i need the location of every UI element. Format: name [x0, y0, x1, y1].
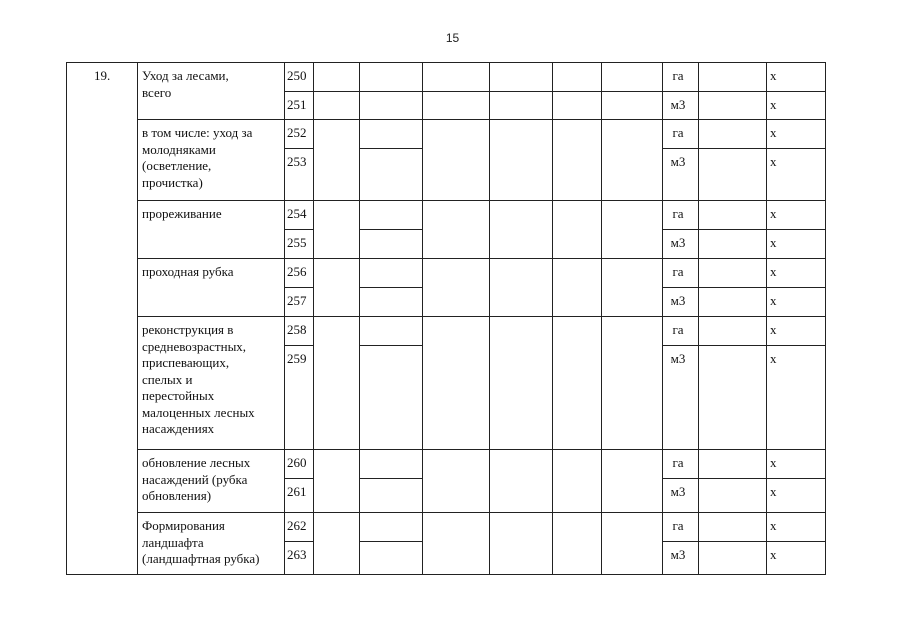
- row-mark: х: [770, 264, 777, 279]
- row-unit: га: [672, 206, 684, 221]
- row-label-renewal: обновление лесных насаждений (рубка обновления): [142, 455, 251, 503]
- row-code: 250: [287, 68, 307, 83]
- page-number: 15: [445, 31, 460, 45]
- row-code: 263: [287, 547, 307, 562]
- row-code: 262: [287, 518, 307, 533]
- row-mark: х: [770, 322, 777, 337]
- row-code: 257: [287, 293, 307, 308]
- row-code: 254: [287, 206, 307, 221]
- row-mark: х: [770, 484, 777, 499]
- row-mark: х: [770, 518, 777, 533]
- row-code: 255: [287, 235, 307, 250]
- row-mark: х: [770, 455, 777, 470]
- row-mark: х: [770, 235, 777, 250]
- row-label-passing-cutting: проходная рубка: [142, 264, 234, 279]
- row-unit: га: [672, 125, 684, 140]
- row-mark: х: [770, 547, 777, 562]
- row-label-landscape: Формирования ландшафта (ландшафтная рубка): [142, 518, 260, 566]
- row-code: 256: [287, 264, 307, 279]
- row-unit: м3: [670, 154, 686, 169]
- row-unit: га: [672, 455, 684, 470]
- row-unit: м3: [670, 484, 686, 499]
- row-unit: м3: [670, 235, 686, 250]
- row-unit: м3: [670, 351, 686, 366]
- row-mark: х: [770, 293, 777, 308]
- row-code: 253: [287, 154, 307, 169]
- row-unit: га: [672, 264, 684, 279]
- row-unit: га: [672, 322, 684, 337]
- row-unit: м3: [670, 547, 686, 562]
- section-number: 19.: [94, 68, 111, 83]
- row-mark: х: [770, 206, 777, 221]
- row-label-total-care: Уход за лесами, всего: [142, 68, 229, 100]
- row-unit: га: [672, 518, 684, 533]
- row-code: 251: [287, 97, 307, 112]
- row-unit: м3: [670, 293, 686, 308]
- row-code: 258: [287, 322, 307, 337]
- row-code: 252: [287, 125, 307, 140]
- row-code: 259: [287, 351, 307, 366]
- row-code: 261: [287, 484, 307, 499]
- forest-care-table: [66, 62, 826, 575]
- row-label-thinning: прореживание: [142, 206, 222, 221]
- row-mark: х: [770, 351, 777, 366]
- row-code: 260: [287, 455, 307, 470]
- row-label-reconstruction: реконструкция в средневозрастных, приспевающих, спелых и перестойных малоценных лесных насаждениях: [142, 322, 255, 436]
- row-mark: х: [770, 154, 777, 169]
- row-mark: х: [770, 97, 777, 112]
- row-mark: х: [770, 125, 777, 140]
- row-label-young-stands: в том числе: уход за молодняками (осветление, прочистка): [142, 125, 253, 190]
- row-unit: м3: [670, 97, 686, 112]
- row-unit: га: [672, 68, 684, 83]
- row-mark: х: [770, 68, 777, 83]
